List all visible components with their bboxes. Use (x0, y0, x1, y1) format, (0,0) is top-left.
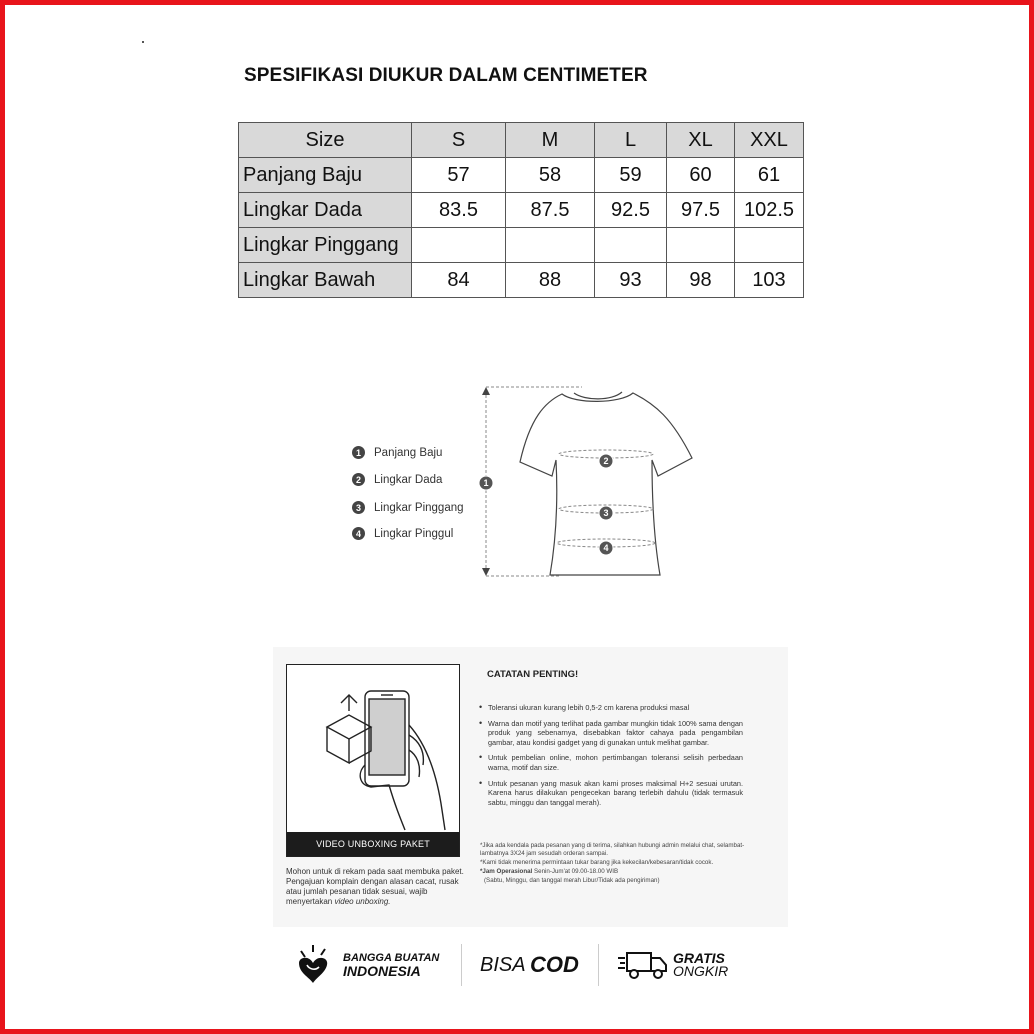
table-header-cell: S (412, 123, 506, 158)
table-cell: 97.5 (667, 193, 735, 228)
legend-item (352, 446, 442, 459)
size-chart-table (238, 122, 804, 298)
badge-indonesia-text (343, 952, 439, 978)
legend-label: Panjang Baju (374, 446, 443, 459)
table-row (239, 228, 804, 263)
badge-line: GRATIS (673, 950, 725, 966)
legend-label: Lingkar Dada (374, 473, 443, 486)
table-cell (667, 228, 735, 263)
legend-item (352, 501, 464, 514)
table-header-row (239, 123, 804, 158)
cod-main-wrap (530, 952, 579, 978)
divider (598, 944, 599, 986)
badge-line: ONGKIR (673, 963, 729, 979)
row-label: Lingkar Bawah (239, 263, 412, 298)
table-header-cell: Size (239, 123, 412, 158)
table-cell (412, 228, 506, 263)
page-title: SPESIFIKASI DIUKUR DALAM CENTIMETER (244, 65, 648, 86)
table-cell: 59 (595, 158, 667, 193)
table-cell: 88 (506, 263, 595, 298)
table-row (239, 193, 804, 228)
table-cell: 60 (667, 158, 735, 193)
table-header-cell: M (506, 123, 595, 158)
list-item: • Untuk pesanan yang masuk akan kami proses maksimal H+2 sesuai urutan. Karena harus dilakukan pengecekan barang terlebih dahulu (tidak termasuk sabtu, minggu dan tanggal merah). (478, 779, 743, 808)
badges-row (273, 940, 763, 990)
marker-label: 1 (483, 478, 489, 488)
hours-label: *Jam Operasional (480, 868, 533, 875)
notes-title: CATATAN PENTING! (487, 669, 579, 680)
legend-label: Lingkar Pinggul (374, 527, 454, 540)
table-header-cell: XL (667, 123, 735, 158)
legend-item (352, 527, 453, 540)
badge-cod (480, 940, 579, 990)
table-header-cell: L (595, 123, 667, 158)
legend-label: Lingkar Pinggang (374, 501, 464, 514)
table-cell: 57 (412, 158, 506, 193)
delivery-truck-icon (617, 948, 669, 982)
heart-hand-icon (293, 943, 339, 987)
table-cell (595, 228, 667, 263)
row-label: Lingkar Dada (239, 193, 412, 228)
unboxing-text-italic: video unboxing. (334, 897, 391, 906)
table-header-cell: XXL (735, 123, 804, 158)
legend-item (352, 473, 442, 486)
row-label: Panjang Baju (239, 158, 412, 193)
unboxing-illustration (286, 664, 460, 857)
badge-ongkir (617, 940, 728, 990)
notes-list (478, 703, 743, 813)
fine-print-hours (480, 868, 755, 876)
divider (461, 944, 462, 986)
list-item: • Toleransi ukuran kurang lebih 0,5-2 cm karena produksi masal (478, 703, 743, 713)
legend-number: 3 (352, 501, 365, 514)
tshirt-measurement-diagram (470, 378, 710, 583)
badge-line: BANGGA BUATAN (343, 952, 440, 964)
table-cell: 92.5 (595, 193, 667, 228)
stray-dot (142, 41, 144, 43)
marker-label: 3 (603, 508, 609, 518)
table-cell: 98 (667, 263, 735, 298)
legend-number: 1 (352, 446, 365, 459)
table-cell (506, 228, 595, 263)
table-cell: 102.5 (735, 193, 804, 228)
row-label: Lingkar Pinggang (239, 228, 412, 263)
table-row (239, 158, 804, 193)
table-row (239, 263, 804, 298)
table-cell: 58 (506, 158, 595, 193)
marker-label: 4 (603, 543, 609, 553)
table-cell: 103 (735, 263, 804, 298)
cod-main: COD (530, 952, 579, 977)
fine-print (480, 842, 755, 886)
table-cell: 61 (735, 158, 804, 193)
legend-number: 2 (352, 473, 365, 486)
fine-print-line: *Kami tidak menerima permintaan tukar barang jika kekecilan/kebesaran/tidak cocok. (480, 859, 714, 866)
unboxing-label: VIDEO UNBOXING PAKET (287, 832, 459, 856)
badge-ongkir-text (673, 952, 728, 978)
unboxing-description (286, 867, 466, 907)
table-cell: 87.5 (506, 193, 595, 228)
badge-line: INDONESIA (343, 963, 421, 979)
list-item: • Warna dan motif yang terlihat pada gambar mungkin tidak 100% sama dengan produk yang sebenarnya, disebabkan faktor cahaya pada pengambilan gambar, atau kondisi gadget yang di gunakan untuk melihat gambar. (478, 719, 743, 748)
legend-number: 4 (352, 527, 365, 540)
cod-prefix: BISA (480, 953, 526, 976)
marker-label: 2 (603, 456, 609, 466)
list-item: • Untuk pembelian online, mohon pertimbangan toleransi selisih perbedaan warna, motif dan size. (478, 753, 743, 772)
badge-indonesia (293, 940, 439, 990)
fine-print-line: (Sabtu, Minggu, dan tanggal merah Libur/Tidak ada pengiriman) (484, 877, 660, 884)
hours-value: Senin-Jum'at 09.00-18.00 WIB (534, 868, 619, 875)
table-cell (735, 228, 804, 263)
phone-hand-icon (287, 665, 459, 833)
table-cell: 83.5 (412, 193, 506, 228)
unboxing-text: Mohon untuk di rekam pada saat membuka paket. Pengajuan komplain dengan alasan cacat, rusak atau jumlah pesanan tidak sesuai, wajib menyertakan (286, 867, 464, 906)
fine-print-line: *Jika ada kendala pada pesanan yang di terima, silahkan hubungi admin melalui chat, selambat-lambatnya 3X24 jam sesudah orderan sampai. (480, 842, 745, 857)
table-cell: 93 (595, 263, 667, 298)
table-cell: 84 (412, 263, 506, 298)
